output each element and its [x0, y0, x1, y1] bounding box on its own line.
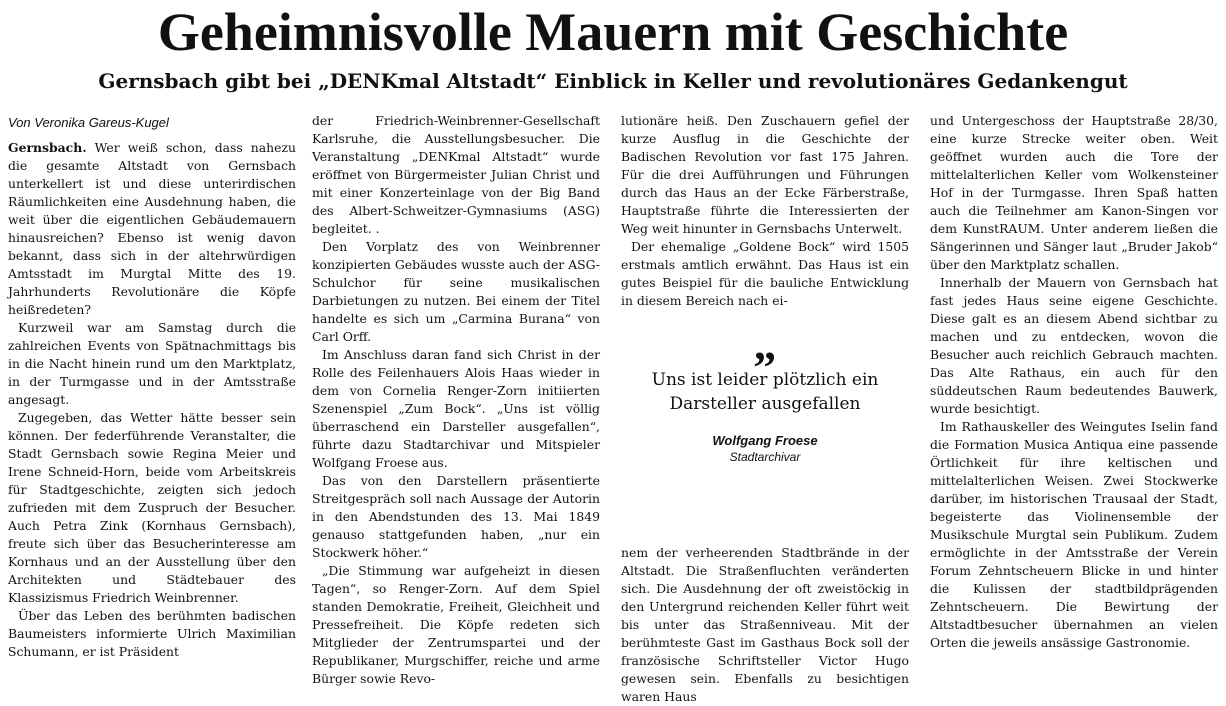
- paragraph: Im Anschluss daran fand sich Christ in der Rolle des Feilenhauers Alois Haas wieder in dem von Cornelia Renger-Zorn initiierten Szenenspiel „Zum Bock“. „Uns ist völlig überraschend ein Darsteller ausgefallen“, führte dazu Stadtarchivar und Mitspieler Wolfgang Froese aus.: [312, 347, 600, 470]
- article-column-4: [930, 112, 1218, 671]
- paragraph: Zugegeben, das Wetter hätte besser sein können. Der federführende Veranstalter, die Stadt Gernsbach sowie Regina Meier und Irene Schneid-Horn, beide vom Arbeitskreis für Stadtgeschichte, zeigten sich jedoch zufrieden mit dem Zuspruch der Besucher. Auch Petra Zink (Kornhaus Gernsbach), freute sich über das Besucherinteresse am Kornhaus und an der Ausstellung über den Architekten und Städtebauer des Klassizismus Friedrich Weinbrenner.: [8, 410, 296, 605]
- paragraph: Im Rathauskeller des Weingutes Iselin fand die Formation Musica Antiqua eine passende Örtlichkeit für ihre keltischen und mittelalterlichen Weisen. Zwei Stockwerke darüber, im historischen Trausaal der Stadt, begeisterte das Violinensemble der Musikschule Murgtal sein Publikum. Zudem ermöglichte in der Amtsstraße der Verein Forum Zehntscheuern Blicke in und hinter die Kulissen der stadtbildprägenden Zehntscheuern. Die Bewirtung der Altstadtbesucher übernahmen an vielen Orten die jeweils ansässige Gastronomie.: [930, 419, 1218, 650]
- article-column-1: [8, 112, 296, 671]
- paragraph: Innerhalb der Mauern von Gernsbach hat fast jedes Haus seine eigene Geschichte. Diese galt es an diesem Abend sichtbar zu machen und zu entdecken, wovon die Besucher auch reichlich Gebrauch machten. Das Alte Rathaus, ein auch für den süddeutschen Raum bedeutendes Bauwerk, wurde besichtigt.: [930, 275, 1218, 416]
- quote-text: Uns ist leider plötzlich ein Darsteller ausgefallen: [651, 370, 879, 414]
- paragraph: Das von den Darstellern präsentierte Streitgespräch soll nach Aussage der Autorin in den Abendstunden des 13. Mai 1849 genauso stattgefunden haben, „nur ein Stockwerk höher.“: [312, 473, 600, 560]
- paragraph: Der ehemalige „Goldene Bock“ wird 1505 erstmals amtlich erwähnt. Das Haus ist ein gutes Beispiel für die bauliche Entwicklung in diesem Bereich nach ei-: [621, 239, 909, 308]
- paragraph: [8, 139, 296, 319]
- paragraph: und Untergeschoss der Hauptstraße 28/30, eine kurze Strecke weiter oben. Weit geöffnet wurden auch die Tore der mittelalterlichen Keller vom Wolkensteiner Hof in der Turmgasse. Ihren Spaß hatten auch die Teilnehmer am Kanon-Singen vor dem KunstRAUM. Unter anderem ließen die Sängerinnen und Sänger laut „Bruder Jakob“ über den Marktplatz schallen.: [930, 113, 1218, 272]
- article-column-2: [312, 112, 600, 686]
- paragraph: Über das Leben des berühmten badischen Baumeisters informierte Ulrich Maximilian Schumann, er ist Präsident: [8, 608, 296, 659]
- headline: Geheimnisvolle Mauern mit Geschichte: [157, 2, 1069, 62]
- dateline: Gernsbach.: [8, 140, 87, 155]
- quote-mark-icon: „: [753, 318, 777, 369]
- paragraph: Den Vorplatz des von Weinbrenner konzipierten Gebäudes wusste auch der ASG-Schulchor für seine musikalischen Darbietungen zu nutzen. Bei einem der Titel handelte es sich um „Carmina Burana“ von Carl Orff.: [312, 239, 600, 344]
- byline: Von Veronika Gareus-Kugel: [8, 115, 169, 130]
- paragraph: der Friedrich-Weinbrenner-Gesellschaft Karlsruhe, die Ausstellungsbesucher. Die Veranstaltung „DENKmal Altstadt“ wurde eröffnet von Bürgermeister Julian Christ und mit einer Konzerteinlage von der Big Band des Albert-Schweitzer-Gymnasiums (ASG) begleitet. .: [312, 113, 600, 236]
- paragraph: „Die Stimmung war aufgeheizt in diesen Tagen“, so Renger-Zorn. Auf dem Spiel standen Demokratie, Freiheit, Gleichheit und Pressefreiheit. Die Köpfe redeten sich Mitglieder der Zentrumspartei und der Republikaner, Murgschiffer, reiche und arme Bürger sowie Revo-: [312, 563, 600, 686]
- quote-author-role: Stadtarchivar: [729, 450, 801, 464]
- subheadline: Gernsbach gibt bei „DENKmal Altstadt“ Einblick in Keller und revolutionäres Gedankengut: [98, 69, 1128, 93]
- paragraph-text: Wer weiß schon, dass nahezu die gesamte Altstadt von Gernsbach unterkellert ist und diese unterirdischen Räumlichkeiten eine Ausdehnung haben, die weit über die eigentlichen Gebäudemauern hinausreichen? Ebenso ist wenig davon bekannt, dass sich in der altehrwürdigen Amtsstadt im Murgtal Mitte des 19. Jahrhunderts Revolutionäre die Köpfe heißredeten?: [8, 140, 296, 317]
- paragraph: nem der verheerenden Stadtbrände in der Altstadt. Die Straßenfluchten veränderten sich. Die Ausdehnung der oft zweistöckig in den Untergrund reichenden Keller führt weit bis unter das Straßenniveau. Mit der berühmteste Gast im Gasthaus Bock soll der französische Schriftsteller Victor Hugo gewesen sein. Ebenfalls zu besichtigen waren Haus: [621, 545, 909, 704]
- article-column-3: [621, 112, 909, 704]
- paragraph: lutionäre heiß. Den Zuschauern gefiel der kurze Ausflug in die Geschichte der Badischen Revolution vor fast 175 Jahren. Für die drei Aufführungen und Führungen durch das Haus an der Ecke Färberstraße, Hauptstraße führte die Interessierten der Weg weit hinunter in Gernsbachs Unterwelt.: [621, 113, 909, 236]
- quote-author: Wolfgang Froese: [712, 433, 818, 448]
- paragraph: Kurzweil war am Samstag durch die zahlreichen Events von Spätnachmittags bis in die Nacht hinein rund um den Marktplatz, in der Turmgasse und in der Amtsstraße angesagt.: [8, 320, 296, 407]
- pull-quote: [621, 318, 909, 544]
